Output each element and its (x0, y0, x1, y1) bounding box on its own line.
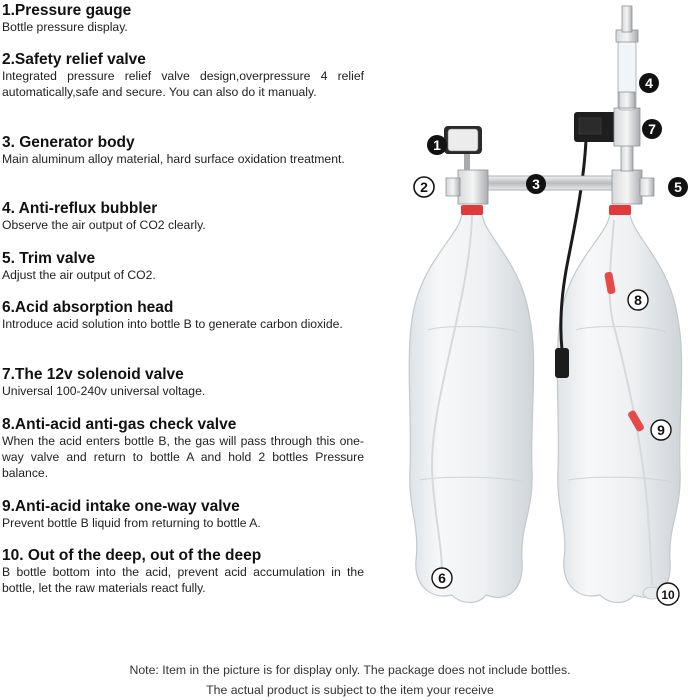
feature-item (2, 250, 364, 283)
feature-title: 6.Acid absorption head (2, 299, 174, 316)
cable-connector (555, 348, 569, 378)
feature-item (2, 498, 364, 531)
feature-description: Introduce acid solution into bottle B to generate carbon dioxide. (2, 317, 343, 331)
feature-item (2, 200, 364, 233)
feature-description: Main aluminum alloy material, hard surface oxidation treatment. (2, 152, 345, 166)
marker-6 (432, 568, 452, 588)
note-line-1: Note: Item in the picture is for display only. The package does not include bottles. (129, 663, 571, 677)
generator-bridge (488, 176, 614, 190)
marker-3-label: 3 (532, 176, 540, 192)
feature-title: 5. Trim valve (2, 250, 96, 267)
marker-10 (657, 583, 679, 605)
feature-description: B bottle bottom into the acid, prevent acid accumulation in the bottle, let the raw materials react fully. (2, 565, 364, 595)
feature-description: Integrated pressure relief valve design,overpressure 4 relief automatically,safe and secure. You can also do it manualy. (2, 69, 364, 99)
co2-generator-illustration (400, 0, 700, 630)
feature-title: 1.Pressure gauge (2, 2, 132, 19)
marker-1 (427, 135, 447, 155)
feature-description: When the acid enters bottle B, the gas will pass through this one-way valve and return to bottle A and hold 2 bottles Pressure balance. (2, 434, 364, 480)
feature-description: Universal 100-240v universal voltage. (2, 384, 206, 398)
feature-title: 9.Anti-acid intake one-way valve (2, 498, 240, 515)
feature-title: 8.Anti-acid anti-gas check valve (2, 416, 237, 433)
marker-7 (642, 119, 662, 139)
feature-title: 7.The 12v solenoid valve (2, 366, 184, 383)
feature-item (2, 416, 364, 481)
feature-item (2, 51, 364, 100)
marker-9-label: 9 (657, 422, 665, 438)
bottle-b (557, 205, 681, 603)
marker-8 (628, 290, 648, 310)
marker-3 (526, 174, 546, 194)
feature-description: Prevent bottle B liquid from returning to bottle A. (2, 516, 261, 530)
feature-title: 2.Safety relief valve (2, 51, 146, 68)
feature-item (2, 547, 364, 596)
marker-5-label: 5 (674, 179, 682, 195)
feature-description: Adjust the air output of CO2. (2, 268, 156, 282)
marker-4-label: 4 (645, 75, 653, 91)
feature-title: 4. Anti-reflux bubbler (2, 200, 158, 217)
marker-2 (414, 177, 434, 197)
marker-6-label: 6 (438, 570, 446, 586)
feature-title: 10. Out of the deep, out of the deep (2, 547, 262, 564)
product-figure (400, 0, 700, 630)
feature-description: Observe the air output of CO2 clearly. (2, 218, 206, 232)
note-line-2: The actual product is subject to the item your receive (206, 683, 494, 697)
feature-title: 3. Generator body (2, 134, 135, 151)
marker-7-label: 7 (648, 121, 656, 137)
marker-5 (668, 177, 688, 197)
feature-item (2, 2, 364, 35)
feature-item (2, 134, 364, 167)
marker-9 (651, 420, 671, 440)
marker-1-label: 1 (433, 137, 441, 153)
feature-item (2, 299, 364, 332)
feature-item (2, 366, 364, 399)
feature-description: Bottle pressure display. (2, 20, 128, 34)
bottle-a (409, 205, 533, 603)
marker-8-label: 8 (634, 292, 642, 308)
marker-2-label: 2 (420, 179, 428, 195)
marker-4 (639, 73, 659, 93)
marker-10-label: 10 (661, 588, 675, 602)
